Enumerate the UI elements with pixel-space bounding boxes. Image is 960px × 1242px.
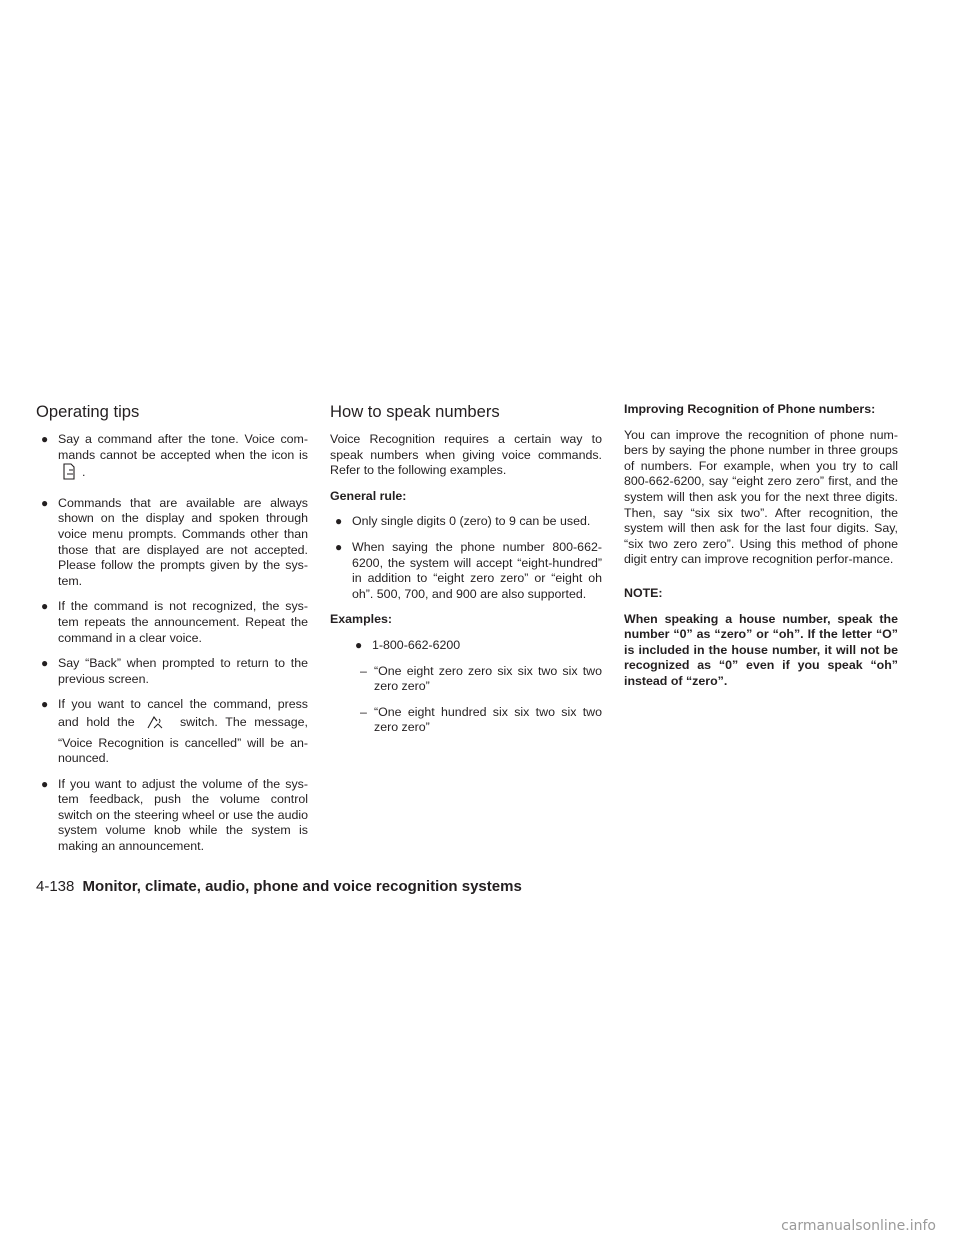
note-label: NOTE: [624,585,663,600]
example-phrase: – “One eight zero zero six six two six two zero zero” [360,663,602,694]
bullet-icon: ● [41,776,49,791]
general-rule-list [330,514,602,602]
tip-item: ● If you want to adjust the volume of the sys-tem feedback, push the volume control switch on the steering wheel or use the audio system volume knob while the system is making an announcement. [41,776,308,854]
operating-tips-list [36,432,308,855]
how-to-speak-intro: Voice Recognition requires a certain way to speak numbers when giving voice commands. Refer to the following examples. [330,432,602,478]
examples-label: Examples: [330,612,392,627]
bullet-icon: ● [41,697,49,712]
improving-heading: Improving Recognition of Phone numbers: [624,402,876,416]
improving-column [624,402,898,700]
bullet-icon: ● [41,656,49,671]
how-to-speak-heading: How to speak numbers [330,402,500,421]
talk-switch-icon [146,713,166,736]
bullet-icon: ● [335,514,343,529]
bullet-icon: ● [355,637,363,652]
voice-off-icon [62,463,76,486]
note-body: When speaking a house number, speak the number “0” as “zero” or “oh”. If the letter “O” is included in the house number, it will not be recognized as “0” even if you speak “oh” instead of “zero”. [624,611,898,688]
bullet-icon: ● [41,495,49,510]
bullet-icon: ● [335,539,343,554]
bullet-icon: ● [41,599,49,614]
example-item: ● 1-800-662-6200 [355,637,461,652]
watermark-text: carmanualsonline.info [781,1218,936,1234]
tip-item: ● If you want to cancel the command, press and hold the switch. The message, “Voice Recognition is cancelled” will be an-nounced. [41,697,308,766]
examples-list [350,638,602,654]
section-title: Monitor, climate, audio, phone and voice recognition systems [82,878,522,895]
example-phrase: – “One eight hundred six six two six two zero zero” [360,704,602,735]
tip-item: ● Commands that are available are always shown on the display and spoken through voice menu prompts. Commands other than those that are displayed are not accepted. Please follow the prompts given by the sys-tem. [41,495,308,588]
tip-item: ● Say a command after the tone. Voice com-mands cannot be accepted when the icon is . [36,432,308,486]
rule-item: ● When saying the phone number 800-662-6200, the system will accept “eight-hundred” in addition to “eight zero zero” or “eight oh oh”. 500, 700, and 900 are also supported. [335,539,602,601]
how-to-speak-column [330,402,602,746]
tip-item: ● If the command is not recognized, the sys-tem repeats the announcement. Repeat the command in a clear voice. [41,599,308,645]
operating-tips-heading: Operating tips [36,402,140,421]
bullet-icon: ● [41,432,49,446]
tip-item: ● Say “Back” when prompted to return to the previous screen. [41,656,308,686]
operating-tips-column [36,402,308,865]
improving-body: You can improve the recognition of phone num-bers by saying the phone number in three groups of numbers. For example, when you try to call 800-662-6200, say “eight zero zero” first, and the system will then ask you for the next three digits. Then, say “six six two”. After recognition, the system will then ask for the last four digits. Say, “six two zero zero”. Using this method of phone digit entry can improve recognition perfor-mance. [624,427,898,567]
example-sublist [360,664,602,736]
page-number: 4-138 [36,878,75,895]
general-rule-label: General rule: [330,488,407,503]
page-footer [36,878,522,896]
rule-item: ● Only single digits 0 (zero) to 9 can be used. [335,514,591,529]
